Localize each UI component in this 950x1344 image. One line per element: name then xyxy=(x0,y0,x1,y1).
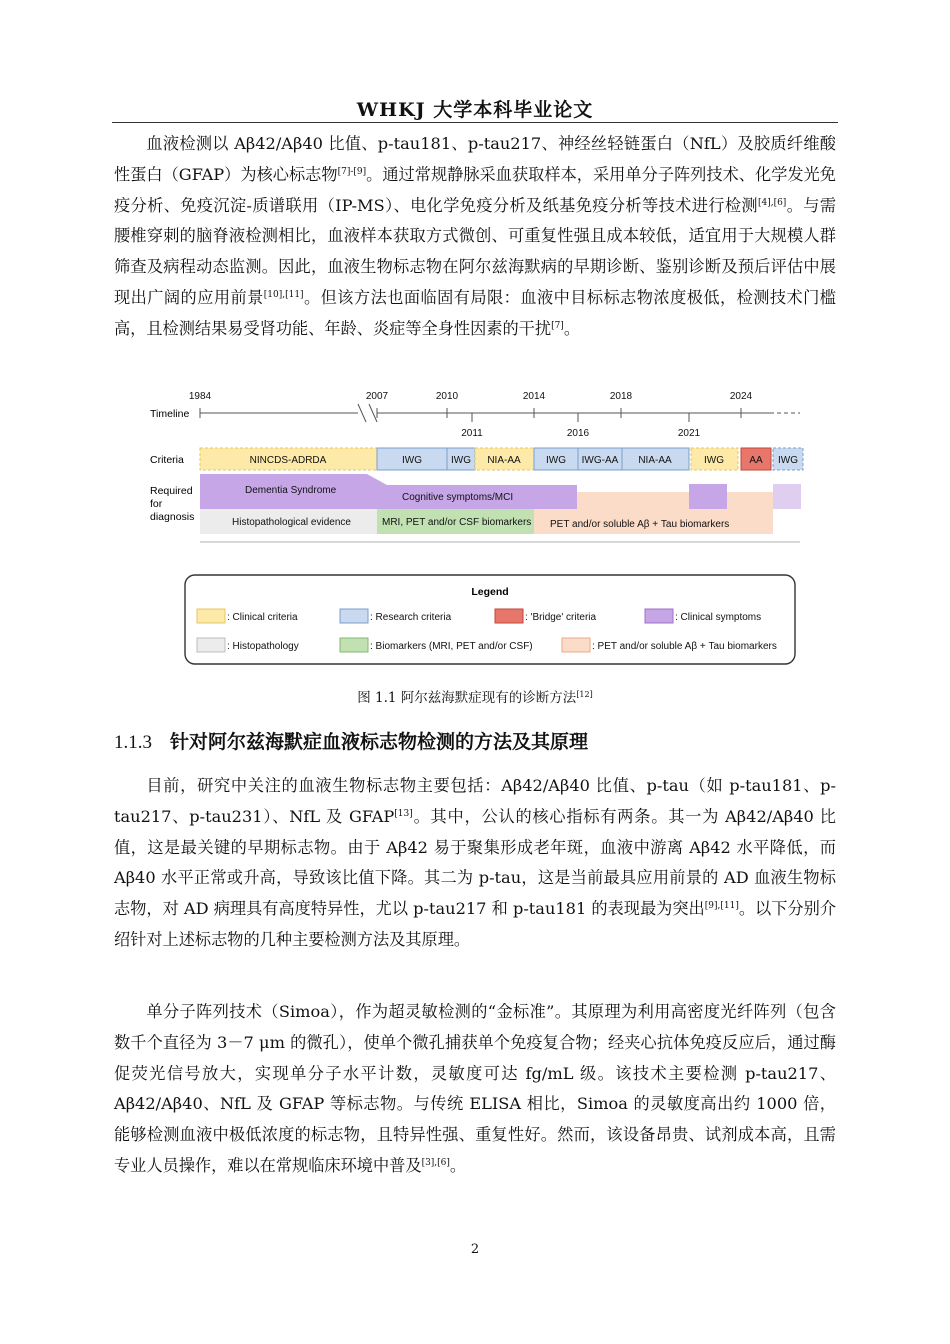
dementia-label: Dementia Syndrome xyxy=(245,485,337,496)
legend-item: : 'Bridge' criteria xyxy=(525,612,597,623)
diagnosis-timeline-figure xyxy=(140,382,820,687)
legend-item: : Research criteria xyxy=(370,612,452,623)
citation: [12] xyxy=(576,690,593,699)
text-run: 。通过常规静脉采血获取样本，采用单分子阵列技术、化学发光免疫分析、免疫沉淀-质谱联用（IP-MS）、电化学免疫分析及纸基免疫分析等技术进行检测 xyxy=(114,164,836,215)
legend-item: : Histopathology xyxy=(227,641,299,652)
figure-caption xyxy=(112,686,838,706)
section-title-text: 针对阿尔兹海默症血液标志物检测的方法及其原理 xyxy=(170,731,589,753)
criteria-label-item: IWG xyxy=(451,455,471,466)
legend-item: : Biomarkers (MRI, PET and/or CSF) xyxy=(370,641,533,652)
text-run: 血液检测以 Aβ42/Aβ40 比值、p-tau181、p-tau217、神经丝轻链蛋白（NfL）及胶质纤维酸性蛋白（GFAP）为核心标志物 xyxy=(114,134,836,184)
paragraph-biomarkers xyxy=(114,771,836,956)
legend-item: : PET and/or soluble Aβ + Tau biomarkers xyxy=(592,641,777,652)
citation: [13] xyxy=(394,808,413,819)
year-label: 2016 xyxy=(566,428,590,439)
criteria-label-item: NINCDS-ADRDA xyxy=(249,455,327,466)
year-label: 2010 xyxy=(435,391,459,402)
year-label: 2007 xyxy=(365,391,389,402)
citation: [7]-[9] xyxy=(337,166,367,177)
year-label: 2021 xyxy=(677,428,701,439)
legend-item: : Clinical symptoms xyxy=(675,612,762,623)
text-run: 。但该方法也面临固有局限：血液中目标标志物浓度极低，检测技术门槛高，且检测结果易受肾功能、年龄、炎症等全身性因素的干扰 xyxy=(114,287,836,338)
section-number: 1.1.3 xyxy=(114,732,152,753)
header-rule xyxy=(112,122,838,123)
legend-swatch xyxy=(197,609,225,623)
legend-swatch xyxy=(562,638,590,652)
required-label-1: Required xyxy=(150,485,193,497)
legend-swatch xyxy=(197,638,225,652)
year-label: 2024 xyxy=(729,391,753,402)
criteria-label-item: IWG xyxy=(704,455,724,466)
criteria-label: Criteria xyxy=(150,454,184,466)
legend-swatch xyxy=(495,609,523,623)
year-label: 2018 xyxy=(609,391,633,402)
criteria-label-item: IWG xyxy=(402,455,422,466)
timeline-axis xyxy=(200,404,800,422)
histo-label: Histopathological evidence xyxy=(232,517,351,528)
clinical-symptoms-bar-future xyxy=(773,484,801,509)
text-run: 。以下分别介绍针对上述标志物的几种主要检测方法及其原理。 xyxy=(114,899,837,949)
citation: [10],[11] xyxy=(263,289,304,300)
mri-label: MRI, PET and/or CSF biomarkers xyxy=(382,517,532,528)
caption-text: 图 1.1 阿尔兹海默症现有的诊断方法 xyxy=(357,690,577,706)
text-run: 目前，研究中关注的血液生物标志物主要包括：Aβ42/Aβ40 比值、p-tau（如 p-tau181、p-tau217、p-tau231）、NfL 及 GFAP xyxy=(114,776,836,826)
legend-swatch xyxy=(340,638,368,652)
required-label-2: for xyxy=(150,498,163,510)
cognitive-label: Cognitive symptoms/MCI xyxy=(402,492,514,503)
criteria-label-item: NIA-AA xyxy=(487,455,521,466)
clinical-symptoms-bar xyxy=(689,484,727,509)
running-header: WHKJ 大学本科毕业论文 xyxy=(356,99,594,121)
timeline-diagram xyxy=(140,382,820,687)
legend-title: Legend xyxy=(471,586,509,598)
criteria-label-item: NIA-AA xyxy=(638,455,672,466)
page-number: 2 xyxy=(470,1242,480,1257)
paragraph-simoa xyxy=(114,997,836,1182)
citation: [7] xyxy=(551,320,564,331)
legend-swatch xyxy=(645,609,673,623)
text-run: 。其中，公认的核心指标有两条。其一为 Aβ42/Aβ40 比值，这是最关键的早期标志物。由于 Aβ42 易于聚集形成老年斑，血液中游离 Aβ42 水平降低，而 Aβ40 水平正常或升高，导致该比值下降。其二为 p-tau，这是当前最具应用前景的 AD 血液生物标志物，对 AD 病理具有高度特异性，尤以 p-tau217 和 p-tau181 的表现最为突出 xyxy=(114,806,836,919)
citation: [3],[6] xyxy=(421,1157,450,1168)
text-run: 。 xyxy=(449,1155,467,1175)
text-run: 。 xyxy=(563,318,580,338)
criteria-label-item: IWG xyxy=(546,455,566,466)
year-label: 1984 xyxy=(188,391,212,402)
timeline-label: Timeline xyxy=(150,408,190,420)
paragraph-blood-detection xyxy=(114,129,836,345)
legend-swatch xyxy=(340,609,368,623)
citation: [9],[11] xyxy=(704,901,739,912)
required-label-3: diagnosis xyxy=(150,511,195,523)
text-run: 单分子阵列技术（Simoa），作为超灵敏检测的“金标准”。其原理为利用高密度光纤阵列（包含数千个直径为 3－7 μm 的微孔），使单个微孔捕获单个免疫复合物；经夹心抗体免疫反应后，通过酶促荧光信号放大，实现单分子水平计数，灵敏度可达 fg/mL 级。该技术主要检测 p-tau217、Aβ42/Aβ40、NfL 及 GFAP 等标志物。与传统 ELISA 相比，Simoa 的灵敏度高出约 1000 倍，能够检测血液中极低浓度的标志物，且特异性强、重复性好。然而，该设备昂贵、试剂成本高，且需专业人员操作，难以在常规临床环境中普及 xyxy=(114,1002,836,1175)
criteria-label-item: IWG xyxy=(778,455,798,466)
legend-item: : Clinical criteria xyxy=(227,612,298,623)
text-run: 。与需腰椎穿刺的脑脊液检测相比，血液样本获取方式微创、可重复性强且成本较低，适宜用于大规模人群筛查及病程动态监测。因此，血液生物标志物在阿尔兹海默病的早期诊断、鉴别诊断及预后评估中展现出广阔的应用前景 xyxy=(114,195,837,307)
section-heading xyxy=(114,727,588,754)
year-label: 2014 xyxy=(522,391,546,402)
criteria-label-item: AA xyxy=(749,455,763,466)
year-label: 2011 xyxy=(461,428,483,439)
citation: [4],[6] xyxy=(757,197,787,208)
pet-label: PET and/or soluble Aβ + Tau biomarkers xyxy=(550,519,730,530)
criteria-label-item: IWG-AA xyxy=(581,455,619,466)
